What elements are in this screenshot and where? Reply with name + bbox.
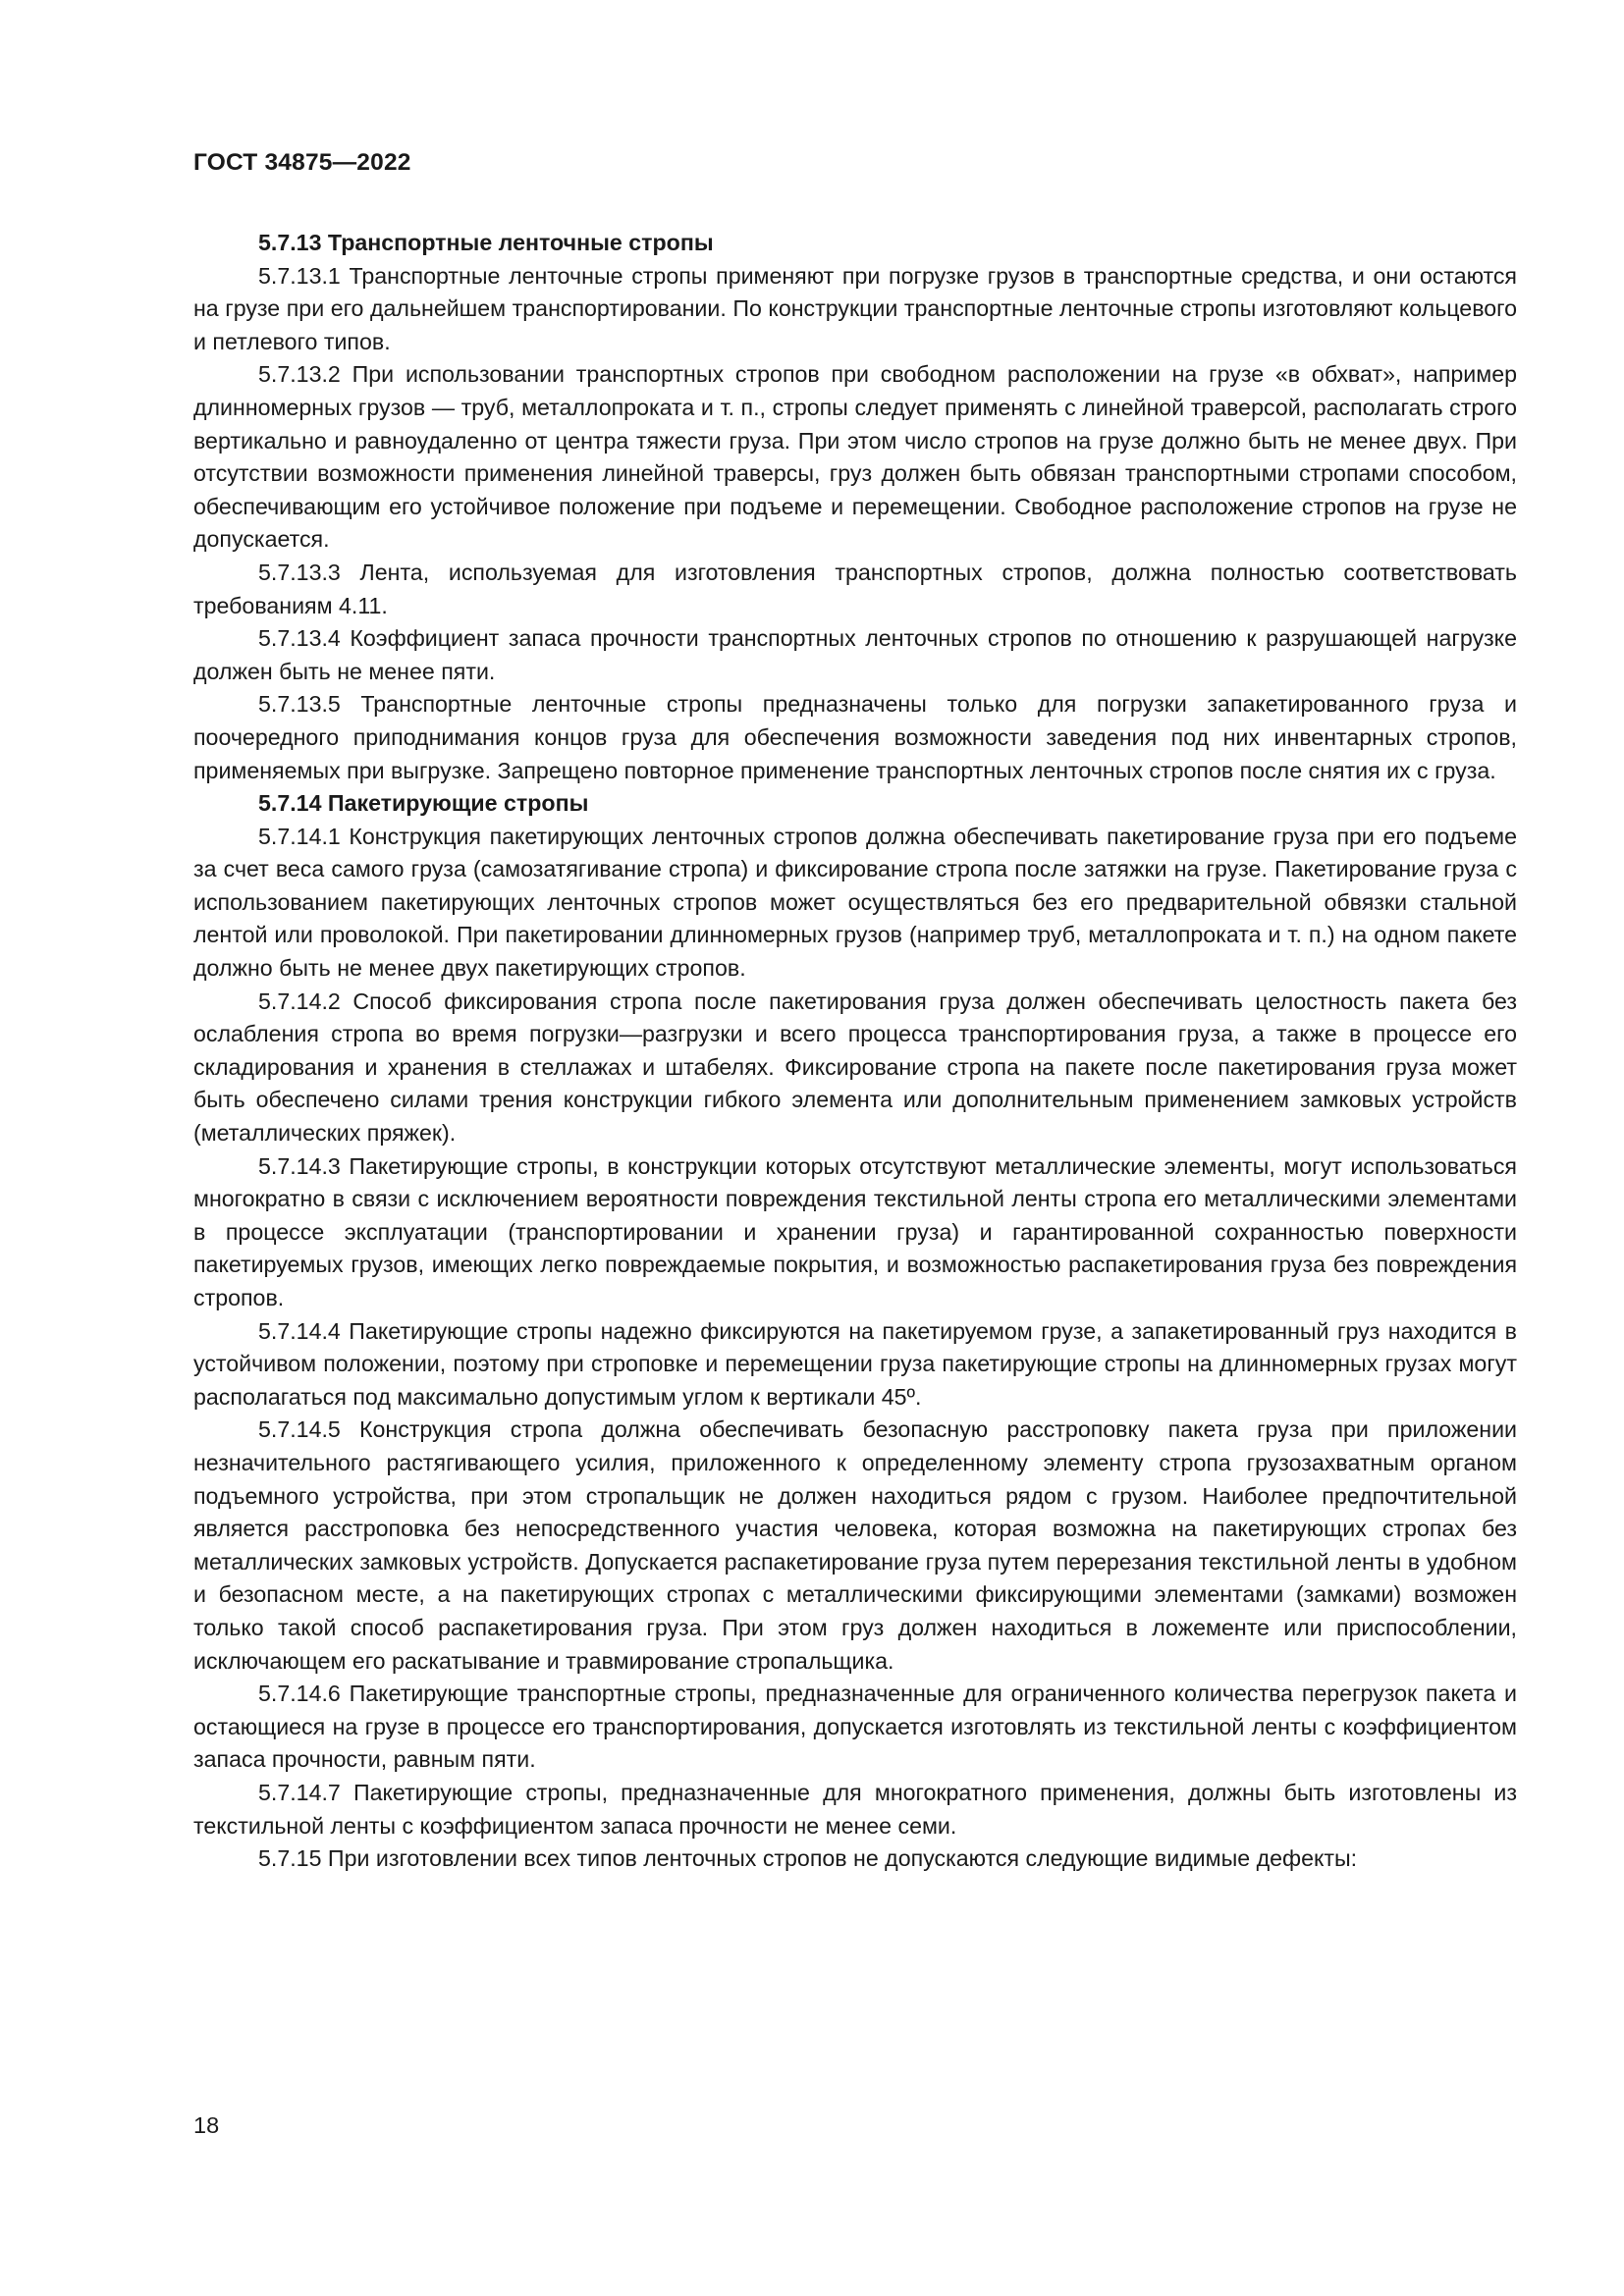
paragraph: 5.7.13.3 Лента, используемая для изготовления транспортных стропов, должна полностью соответствовать требованиям 4.11.	[193, 559, 1517, 618]
paragraph: 5.7.13.2 При использовании транспортных стропов при свободном расположении на грузе «в обхват», например длинномерных грузов — труб, металлопроката и т. п., стропы следует применять с линейной траверсой, располагать строго вертикально и равноудаленно от центра тяжести груза. При этом число стропов на грузе должно быть не менее двух. При отсутствии возможности применения линейной траверсы, груз должен быть обвязан транспортными стропами способом, обеспечивающим его устойчивое положение при подъеме и перемещении. Свободное расположение стропов на грузе не допускается.	[193, 361, 1517, 553]
paragraph: 5.7.13.1 Транспортные ленточные стропы применяют при погрузке грузов в транспортные средства, и они остаются на грузе при его дальнейшем транспортировании. По конструкции транспортные ленточные стропы изготовляют кольцевого и петлевого типов.	[193, 262, 1517, 354]
paragraph: 5.7.14.4 Пакетирующие стропы надежно фиксируются на пакетируемом грузе, а запакетированный груз находится в устойчивом положении, поэтому при строповке и перемещении груза пакетирующие стропы на длинномерных грузах могут располагаться под максимально допустимым углом к вертикали 45º.	[193, 1317, 1517, 1410]
document-body	[193, 227, 1517, 1876]
paragraph: 5.7.14.6 Пакетирующие транспортные стропы, предназначенные для ограниченного количества перегрузок пакета и остающиеся на грузе в процессе его транспортирования, допускается изготовлять из текстильной ленты с коэффициентом запаса прочности, равным пяти.	[193, 1681, 1517, 1773]
paragraph: 5.7.13.5 Транспортные ленточные стропы предназначены только для погрузки запакетированного груза и поочередного приподнимания концов груза для обеспечения возможности заведения под них инвентарных стропов, применяемых при выгрузке. Запрещено повторное применение транспортных ленточных стропов после снятия их с груза.	[193, 691, 1517, 783]
paragraph: 5.7.15 При изготовлении всех типов ленточных стропов не допускаются следующие видимые дефекты:	[258, 1845, 1358, 1872]
paragraph: 5.7.14.5 Конструкция стропа должна обеспечивать безопасную расстроповку пакета груза при приложении незначительного растягивающего усилия, приложенного к определенному элементу стропа грузозахватным органом подъемного устройства, при этом стропальщик не должен находиться рядом с грузом. Наиболее предпочтительной является расстроповка без непосредственного участия человека, которая возможна на пакетирующих стропах без металлических замковых устройств. Допускается распакетирование груза путем перерезания текстильной ленты в удобном и безопасном месте, а на пакетирующих стропах с металлическими фиксирующими элементами (замками) возможен только такой способ распакетирования груза. При этом груз должен находиться в ложементе или приспособлении, исключающем его раскатывание и травмирование стропальщика.	[193, 1416, 1517, 1674]
section-heading: 5.7.13 Транспортные ленточные стропы	[258, 230, 714, 255]
paragraph: 5.7.14.3 Пакетирующие стропы, в конструкции которых отсутствуют металлические элементы, могут использоваться многократно в связи с исключением вероятности повреждения текстильной ленты стропа его металлическими элементами в процессе эксплуатации (транспортировании и хранении груза) и гарантированной сохранностью поверхности пакетируемых грузов, имеющих легко повреждаемые покрытия, и возможностью распакетирования груза без повреждения стропов.	[193, 1152, 1517, 1310]
section-heading: 5.7.14 Пакетирующие стропы	[258, 790, 589, 817]
paragraph: 5.7.14.7 Пакетирующие стропы, предназначенные для многократного применения, должны быть изготовлены из текстильной ленты с коэффициентом запаса прочности не менее семи.	[193, 1779, 1517, 1839]
document-header: ГОСТ 34875—2022	[193, 149, 411, 176]
paragraph: 5.7.14.1 Конструкция пакетирующих ленточных стропов должна обеспечивать пакетирование груза при его подъеме за счет веса самого груза (самозатягивание стропа) и фиксирование стропа после затяжки на грузе. Пакетирование груза с использованием пакетирующих ленточных стропов может осуществляться без его предварительной обвязки стальной лентой или проволокой. При пакетировании длинномерных грузов (например труб, металлопроката и т. п.) на одном пакете должно быть не менее двух пакетирующих стропов.	[193, 823, 1517, 982]
paragraph: 5.7.13.4 Коэффициент запаса прочности транспортных ленточных стропов по отношению к разрушающей нагрузке должен быть не менее пяти.	[193, 625, 1517, 684]
page-number: 18	[193, 2112, 220, 2138]
paragraph: 5.7.14.2 Способ фиксирования стропа после пакетирования груза должен обеспечивать целостность пакета без ослабления стропа во время погрузки—разгрузки и всего процесса транспортирования груза, а также в процессе его складирования и хранения в стеллажах и штабелях. Фиксирование стропа на пакете после пакетирования груза может быть обеспечено силами трения конструкции гибкого элемента или дополнительным применением замковых устройств (металлических пряжек).	[193, 988, 1517, 1147]
